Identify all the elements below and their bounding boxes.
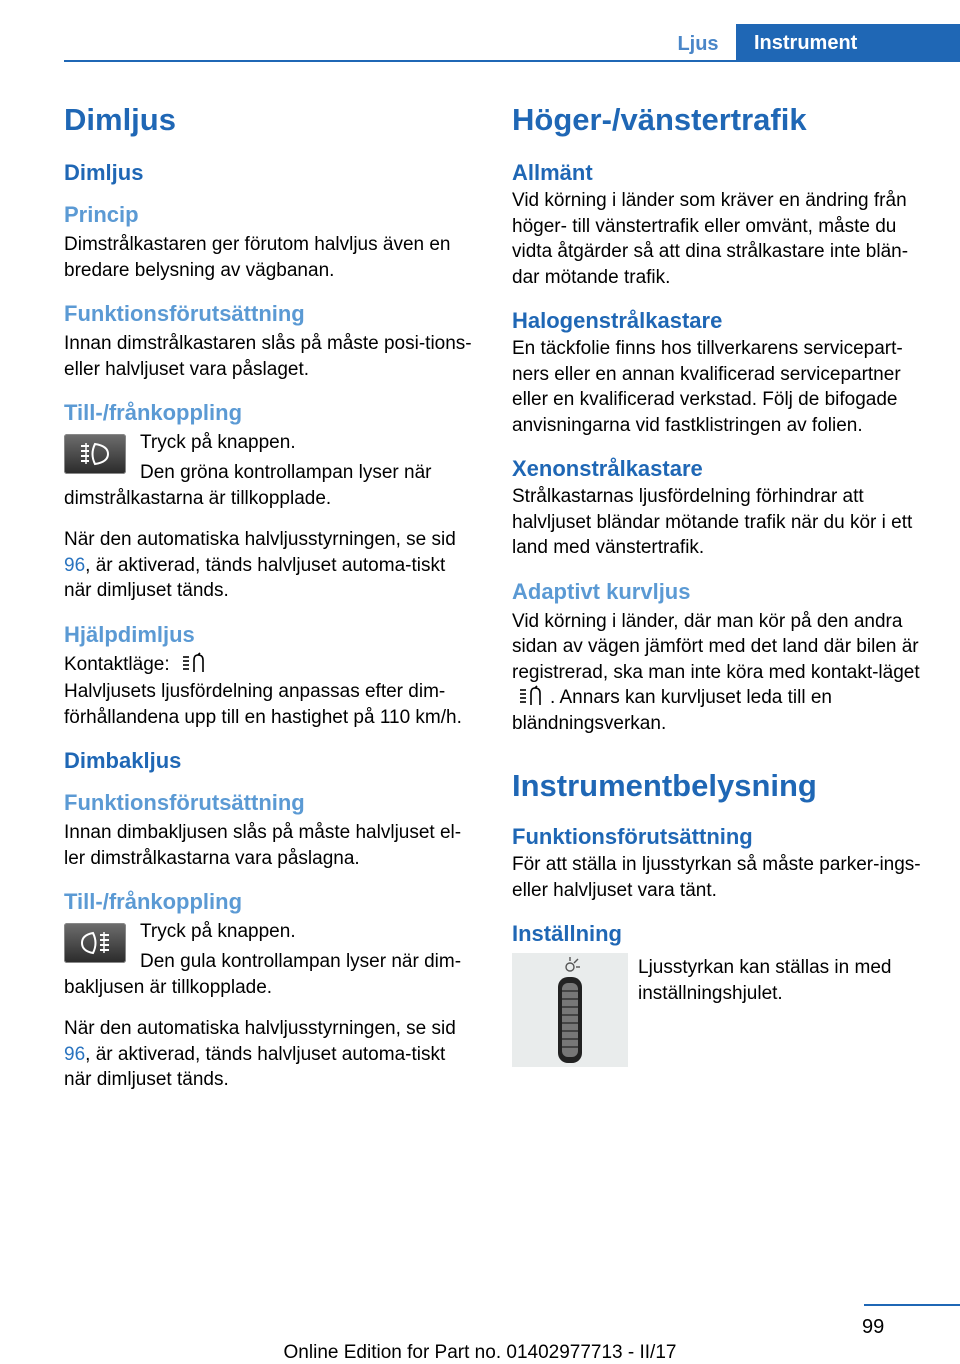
left-column: [64, 100, 476, 1109]
heading-hjalpdimljus: Hjälpdimljus: [64, 621, 195, 647]
auto-text-pre-2: När den automatiska halvljusstyrningen, se sid: [64, 1018, 456, 1039]
tab-ljus[interactable]: Ljus: [677, 32, 719, 55]
rear-fog-instruction: [64, 919, 476, 971]
heading-funktionsforutsattning-2: Funktionsförutsättning: [64, 790, 305, 815]
subheading-dimljus: Dimljus: [64, 160, 144, 185]
front-fog-light-icon: [78, 440, 112, 468]
page-link-96-2[interactable]: 96: [64, 1043, 86, 1065]
heading-installning: Inställning: [512, 921, 622, 946]
heading-funktionsforutsattning: Funktionsförutsättning: [64, 301, 305, 326]
text-kontaktlage: [64, 652, 476, 678]
instruction-press: Tryck på knappen.: [140, 432, 296, 453]
right-column: [512, 100, 926, 1071]
heading-adaptivt-kurvljus: Adaptivt kurvljus: [512, 578, 691, 604]
edition-text: Online Edition for Part no. 01402977713 - II/17: [283, 1342, 677, 1363]
auto-text-post-2: , är aktiverad, tänds halvljuset automa-tiskt när dimljuset tänds.: [64, 1043, 446, 1090]
adaptiv-text-post: . Annars kan kurvljuset leda till en bländningsverkan.: [512, 687, 832, 734]
instruction-press-2: Tryck på knappen.: [140, 921, 296, 942]
heading-halogen: Halogenstrålkastare: [512, 308, 723, 333]
ignition-position-icon-2: [518, 685, 544, 707]
kontakt-label: Kontaktläge:: [64, 653, 170, 675]
brightness-wheel-icon: [512, 953, 628, 1067]
heading-xenon: Xenonstrålkastare: [512, 456, 703, 481]
adaptiv-text-pre: Vid körning i länder, där man kör på den andra sidan av vägen jämfört med det land där bilen är registrerad, ska man inte köra med kontakt-läget: [512, 610, 920, 683]
brightness-wheel-row: [512, 953, 926, 1071]
footer-rule: [864, 1304, 960, 1306]
text-funktionsforutsattning-3: För att ställa in ljusstyrkan så måste parker-ings- eller halvljuset vara tänt.: [512, 854, 921, 901]
text-allmant: Vid körning i länder som kräver en ändring från höger- till vänstertrafik eller omvänt, måste du vidta åtgärder så att dina strålkastare inte blän-dar mötande trafik.: [512, 190, 909, 288]
rear-fog-light-icon: [78, 929, 112, 957]
text-adaptivt: [512, 609, 926, 737]
heading-till-frankoppling-2: Till-/frånkoppling: [64, 889, 243, 914]
front-fog-light-button[interactable]: [64, 434, 126, 474]
text-green-lamp: Den gröna kontrollampan lyser när dimstrålkastarna är tillkopplade.: [64, 462, 432, 509]
text-installning: Ljusstyrkan kan ställas in med inställningshjulet.: [638, 957, 892, 1004]
tab-instrument[interactable]: Instrument: [736, 24, 960, 62]
section-title-dimljus: Dimljus: [64, 102, 176, 137]
section-title-instrumentbelysning: Instrumentbelysning: [512, 768, 817, 803]
text-auto-headlight-2: [64, 1016, 476, 1093]
heading-allmant: Allmänt: [512, 160, 593, 185]
page-number: 99: [862, 1316, 885, 1338]
text-halogen: En täckfolie finns hos tillverkarens servicepart-ners eller en annan kvalificerad servicepartner eller en kvalificerad verkstad. Följ de bifogade anvisningarna vid fastklistringen av folien.: [512, 338, 903, 436]
text-princip: Dimstrålkastaren ger förutom halvljus även en bredare belysning av vägbanan.: [64, 234, 451, 281]
page-link-96[interactable]: 96: [64, 554, 86, 576]
text-funktionsforutsattning-2: Innan dimbakljusen slås på måste halvljuset el-ler dimstrålkastarna vara påslagna.: [64, 822, 462, 869]
heading-till-frankoppling: Till-/frånkoppling: [64, 400, 243, 425]
text-hjalpdimljus: Halvljusets ljusfördelning anpassas efter dim-förhållandena upp till en hastighet på 110 km/h.: [64, 681, 462, 728]
header-rule: [64, 60, 960, 62]
section-title-trafik: Höger-/vänstertrafik: [512, 102, 807, 137]
text-yellow-lamp: Den gula kontrollampan lyser när dim-bakljusen är tillkopplade.: [64, 951, 462, 998]
rear-fog-light-button[interactable]: [64, 923, 126, 963]
text-funktionsforutsattning: Innan dimstrålkastaren slås på måste posi-tions- eller halvljuset vara påslaget.: [64, 333, 472, 380]
ignition-position-icon: [181, 652, 207, 674]
auto-text-post: , är aktiverad, tänds halvljuset automa-tiskt när dimljuset tänds.: [64, 554, 446, 601]
brightness-wheel-image[interactable]: [512, 953, 628, 1067]
fog-light-instruction: [64, 430, 476, 482]
heading-princip: Princip: [64, 202, 139, 227]
heading-dimbakljus: Dimbakljus: [64, 748, 182, 773]
text-xenon: Strålkastarnas ljusfördelning förhindrar att halvljuset bländar mötande trafik när du kör i ett land med vänstertrafik.: [512, 486, 913, 558]
text-auto-headlight: [64, 527, 476, 604]
auto-text-pre: När den automatiska halvljusstyrningen, se sid: [64, 529, 456, 550]
heading-funktionsforutsattning-3: Funktionsförutsättning: [512, 824, 753, 849]
